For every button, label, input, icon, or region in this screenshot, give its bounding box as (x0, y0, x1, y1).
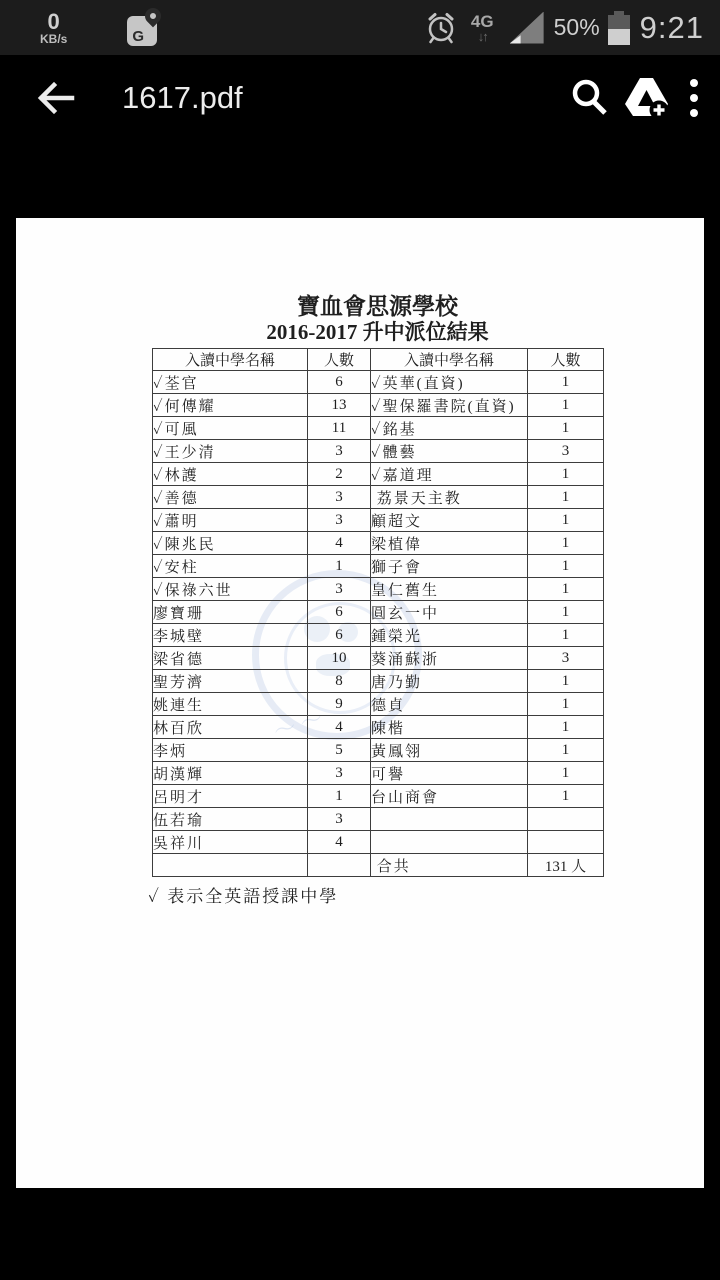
school-name-cell: ✓王少清 (153, 440, 308, 463)
school-name-cell (371, 831, 528, 854)
school-name-cell: 皇仁舊生 (371, 578, 528, 601)
student-count-cell: 1 (528, 601, 604, 624)
table-row (153, 463, 604, 486)
student-count-cell: 1 (528, 463, 604, 486)
table-row (153, 486, 604, 509)
table-row (153, 394, 604, 417)
table-row (153, 417, 604, 440)
student-count-cell: 1 (528, 371, 604, 394)
back-button[interactable] (32, 74, 80, 122)
school-name-cell: ✓可風 (153, 417, 308, 440)
network-type-label: 4G (470, 11, 494, 31)
school-name-cell: 荔景天主教 (371, 486, 528, 509)
table-row (153, 440, 604, 463)
network-speed-unit: KB/s (40, 31, 68, 46)
col-header-school-2: 入讀中學名稱 (371, 349, 528, 371)
table-row (153, 808, 604, 831)
student-count-cell: 4 (308, 716, 371, 739)
student-count-cell: 1 (528, 716, 604, 739)
student-count-cell: 1 (528, 578, 604, 601)
student-count-cell: 9 (308, 693, 371, 716)
status-bar (0, 0, 720, 55)
school-name-cell: 唐乃勤 (371, 670, 528, 693)
pdf-page (16, 218, 704, 1188)
school-name-cell: ✓銘基 (371, 417, 528, 440)
student-count-cell: 1 (528, 785, 604, 808)
add-to-drive-button[interactable] (618, 69, 676, 127)
student-count-cell: 3 (308, 762, 371, 785)
school-name-cell: 鍾榮光 (371, 624, 528, 647)
data-activity-arrows-icon: ↓↑ (477, 28, 487, 44)
school-name-cell: 梁省德 (153, 647, 308, 670)
school-name-cell: 葵涌蘇浙 (371, 647, 528, 670)
school-name-cell: 聖芳濟 (153, 670, 308, 693)
google-maps-notification-icon: G (127, 8, 161, 48)
student-count-cell: 6 (308, 601, 371, 624)
student-count-cell: 3 (308, 808, 371, 831)
network-speed-value: 0 (47, 8, 60, 34)
school-name-cell: ✓英華(直資) (371, 371, 528, 394)
table-row (153, 555, 604, 578)
table-row (153, 509, 604, 532)
watermark-stamp: 〜〜 (252, 570, 422, 740)
clock-time: 9:21 (639, 9, 704, 45)
student-count-cell: 4 (308, 831, 371, 854)
student-count-cell (308, 854, 371, 877)
table-header-row (153, 349, 604, 371)
table-row (153, 670, 604, 693)
back-arrow-icon (36, 80, 76, 116)
student-count-cell: 3 (528, 647, 604, 670)
document-title: 1617.pdf (122, 79, 243, 115)
student-count-cell: 1 (528, 762, 604, 785)
student-count-cell: 3 (308, 578, 371, 601)
school-name-cell: 姚連生 (153, 693, 308, 716)
table-row (153, 785, 604, 808)
school-name-title: 寶血會思源學校 (297, 294, 458, 319)
student-count-cell: 4 (308, 532, 371, 555)
school-name-cell: ✓荃官 (153, 371, 308, 394)
col-header-count-2: 人數 (528, 349, 604, 371)
search-button[interactable] (560, 69, 618, 127)
school-name-cell: 伍若瑜 (153, 808, 308, 831)
overflow-menu-button[interactable] (690, 79, 698, 117)
student-count-cell: 1 (528, 509, 604, 532)
table-row (153, 647, 604, 670)
school-name-cell (153, 854, 308, 877)
results-subtitle: 2016-2017 升中派位結果 (266, 320, 489, 345)
school-name-cell: 李炳 (153, 739, 308, 762)
battery-icon (608, 11, 630, 45)
school-name-cell: 可譽 (371, 762, 528, 785)
school-name-cell: 廖寶珊 (153, 601, 308, 624)
student-count-cell: 1 (528, 555, 604, 578)
network-speed (40, 8, 68, 46)
school-name-cell: ✓體藝 (371, 440, 528, 463)
student-count-cell: 6 (308, 624, 371, 647)
student-count-cell: 10 (308, 647, 371, 670)
student-count-cell: 1 (528, 417, 604, 440)
student-count-cell: 5 (308, 739, 371, 762)
student-count-cell: 3 (528, 440, 604, 463)
student-count-cell: 2 (308, 463, 371, 486)
student-count-cell (528, 831, 604, 854)
table-row (153, 762, 604, 785)
table-row (153, 716, 604, 739)
student-count-cell: 3 (308, 440, 371, 463)
table-row (153, 532, 604, 555)
col-header-school-1: 入讀中學名稱 (153, 349, 308, 371)
student-count-cell: 3 (308, 509, 371, 532)
checkmark-footnote: ✓ 表示全英語授課中學 (148, 887, 339, 906)
school-name-cell: ✓嘉道理 (371, 463, 528, 486)
school-name-cell: 德貞 (371, 693, 528, 716)
overflow-dot (690, 94, 698, 102)
school-name-cell: 黃鳳翎 (371, 739, 528, 762)
col-header-count-1: 人數 (308, 349, 371, 371)
table-row (153, 693, 604, 716)
school-name-cell: ✓陳兆民 (153, 532, 308, 555)
alarm-clock-icon (425, 11, 457, 45)
search-icon (569, 78, 609, 118)
student-count-cell: 3 (308, 486, 371, 509)
student-count-cell: 1 (528, 532, 604, 555)
signal-strength-icon (510, 12, 544, 44)
mobile-network-indicator (471, 13, 494, 43)
table-row (153, 371, 604, 394)
school-name-cell: 林百欣 (153, 716, 308, 739)
school-name-cell (371, 808, 528, 831)
student-count-cell: 1 (528, 624, 604, 647)
student-count-cell: 1 (528, 693, 604, 716)
student-count-cell: 1 (528, 739, 604, 762)
school-name-cell: 圓玄一中 (371, 601, 528, 624)
table-row (153, 831, 604, 854)
table-row (153, 578, 604, 601)
school-name-cell: 台山商會 (371, 785, 528, 808)
student-count-cell: 1 (528, 394, 604, 417)
table-row (153, 739, 604, 762)
school-name-cell: 合共 (371, 854, 528, 877)
placement-table-body (153, 371, 604, 877)
student-count-cell (528, 808, 604, 831)
app-bar (0, 55, 720, 140)
document-heading (152, 294, 603, 345)
google-drive-add-icon (623, 76, 671, 120)
school-name-cell: 呂明才 (153, 785, 308, 808)
table-row (153, 601, 604, 624)
school-name-cell: ✓林護 (153, 463, 308, 486)
student-count-cell: 8 (308, 670, 371, 693)
student-count-cell: 11 (308, 417, 371, 440)
school-name-cell: ✓安柱 (153, 555, 308, 578)
student-count-cell: 1 (528, 670, 604, 693)
pdf-viewer-canvas[interactable] (0, 140, 720, 1280)
school-name-cell: 陳楷 (371, 716, 528, 739)
overflow-dot (690, 79, 698, 87)
school-name-cell: 梁植偉 (371, 532, 528, 555)
student-count-cell: 6 (308, 371, 371, 394)
school-name-cell: ✓保祿六世 (153, 578, 308, 601)
student-count-cell: 1 (308, 555, 371, 578)
school-name-cell: ✓善德 (153, 486, 308, 509)
student-count-cell: 13 (308, 394, 371, 417)
school-name-cell: ✓何傳耀 (153, 394, 308, 417)
student-count-cell: 1 (308, 785, 371, 808)
overflow-dot (690, 109, 698, 117)
school-name-cell: 胡漢輝 (153, 762, 308, 785)
school-name-cell: 李城壁 (153, 624, 308, 647)
battery-percent-label: 50% (553, 14, 600, 40)
table-row (153, 854, 604, 877)
school-name-cell: ✓蕭明 (153, 509, 308, 532)
student-count-cell: 131 人 (528, 854, 604, 877)
student-count-cell: 1 (528, 486, 604, 509)
school-name-cell: 顧超文 (371, 509, 528, 532)
table-row (153, 624, 604, 647)
school-name-cell: 吳祥川 (153, 831, 308, 854)
placement-results-table (152, 348, 604, 877)
school-name-cell: ✓聖保羅書院(直資) (371, 394, 528, 417)
school-name-cell: 獅子會 (371, 555, 528, 578)
